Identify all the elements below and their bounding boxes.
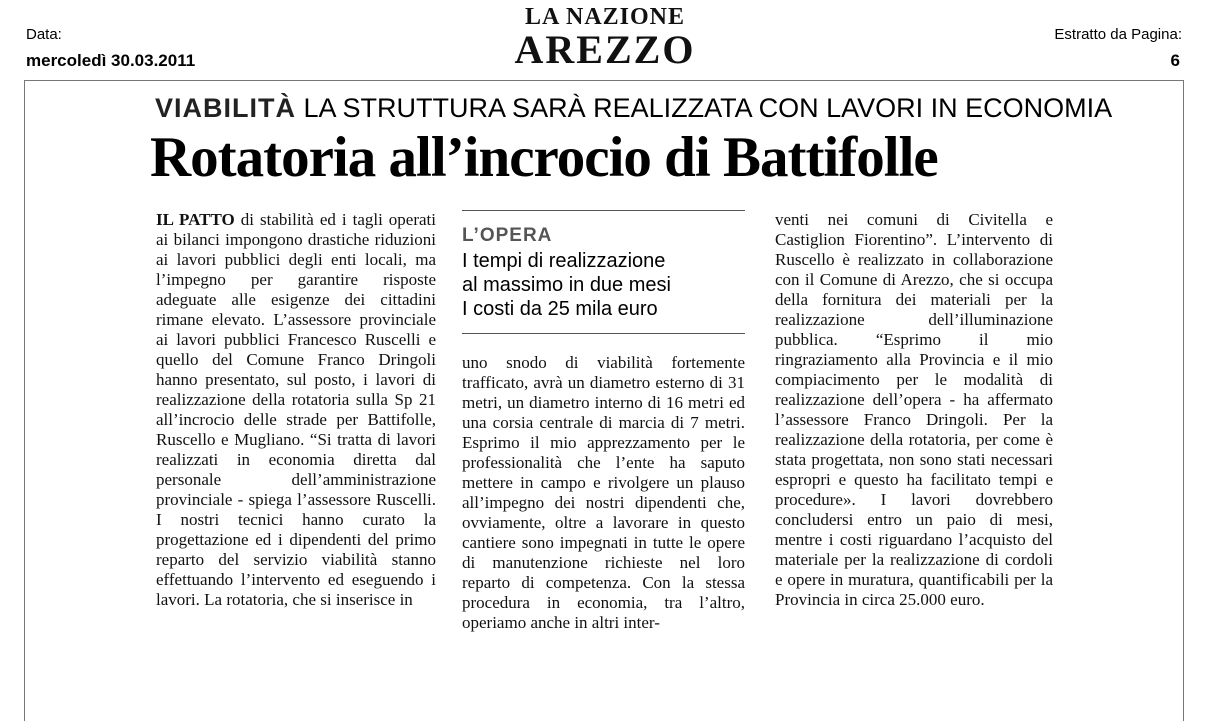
- column-1-text: di stabilità ed i tagli operati ai bilanci impongono drastiche riduzioni ai lavori pubblici degli enti locali, ma l’impegno per garantire risposte adeguate alle esigenze dei cittadini rimane elevato. L’assessore provinciale ai lavori pubblici Francesco Ruscelli e quello del Comune Franco Dringoli hanno presentato, sul posto, i lavori di realizzazione della rotatoria sulla Sp 21 all’incrocio delle strade per Battifolle, Ruscello e Mugliano. “Si tratta di lavori realizzati in economia diretta dal personale dell’amministrazione provinciale - spiega l’assessore Ruscelli. I nostri tecnici hanno curato la progettazione ed i dipendenti del primo reparto del servizio viabilità stanno effettuando l’intervento ed eseguendo i lavori. La rotatoria, che si inserisce in: [156, 210, 437, 609]
- kicker-text: LA STRUTTURA SARÀ REALIZZATA CON LAVORI IN ECONOMIA: [303, 93, 1113, 123]
- sidebar-box-title-line: I tempi di realizzazione: [462, 250, 666, 272]
- column-2-text: uno snodo di viabilità fortemente trafficato, avrà un diametro esterno di 31 metri, un diametro interno di 16 metri ed una corsia centrale di marcia di 7 metri. Esprimo il mio apprezzamento per le professionalità che l’ente ha saputo mettere in campo e rivolgere un plauso all’impegno dei nostri dipendenti che, ovviamente, oltre a lavorare in questo cantiere sono impegnati in tutte le opere di manutenzione richieste nel loro reparto di competenza. Con la stessa procedura in economia, tra l’altro, operiamo anche in altri inter-: [462, 353, 745, 632]
- article-kicker: [155, 92, 1113, 124]
- masthead-paper-name: LA NAZIONE: [524, 4, 686, 30]
- lead-in: IL PATTO: [156, 210, 235, 229]
- page-number: 6: [1170, 51, 1180, 70]
- kicker-category: VIABILITÀ: [155, 93, 296, 123]
- publication-date: mercoledì 30.03.2011: [26, 51, 196, 70]
- sidebar-box-kicker: L’OPERA: [462, 225, 553, 246]
- sidebar-box-title-line: al massimo in due mesi: [462, 274, 671, 296]
- masthead-city: AREZZO: [514, 27, 696, 72]
- article-column-2: [462, 353, 745, 633]
- article-column-3: [775, 210, 1053, 610]
- sidebar-box: [462, 210, 745, 334]
- column-3-text: venti nei comuni di Civitella e Castiglion Fiorentino”. L’intervento di Ruscello è realizzato in collaborazione con il Comune di Arezzo, che si occupa della fornitura dei materiali per la realizzazione dell’illuminazione pubblica. “Esprimo il mio ringraziamento alla Provincia e il mio compiacimento per le modalità di realizzazione dell’opera - ha affermato l’assessore Franco Dringoli. Per la realizzazione della rotatoria, per come è stata progettata, non sono stati necessari espropri e questo ha facilitato tempi e procedure». I lavori dovrebbero concludersi entro un paio di mesi, mentre i costi riguardano l’acquisto del materiale per la realizzazione di cordoli e opere in muratura, quantificabili per la Provincia in circa 25.000 euro.: [775, 210, 1053, 609]
- extract-page-label: Estratto da Pagina:: [1054, 26, 1182, 43]
- article-headline: Rotatoria all’incrocio di Battifolle: [150, 126, 938, 189]
- sidebar-box-title: [462, 249, 671, 321]
- sidebar-box-title-line: I costi da 25 mila euro: [462, 298, 658, 320]
- date-label: Data:: [26, 26, 62, 43]
- article-column-1: [156, 210, 436, 610]
- masthead: [480, 4, 730, 70]
